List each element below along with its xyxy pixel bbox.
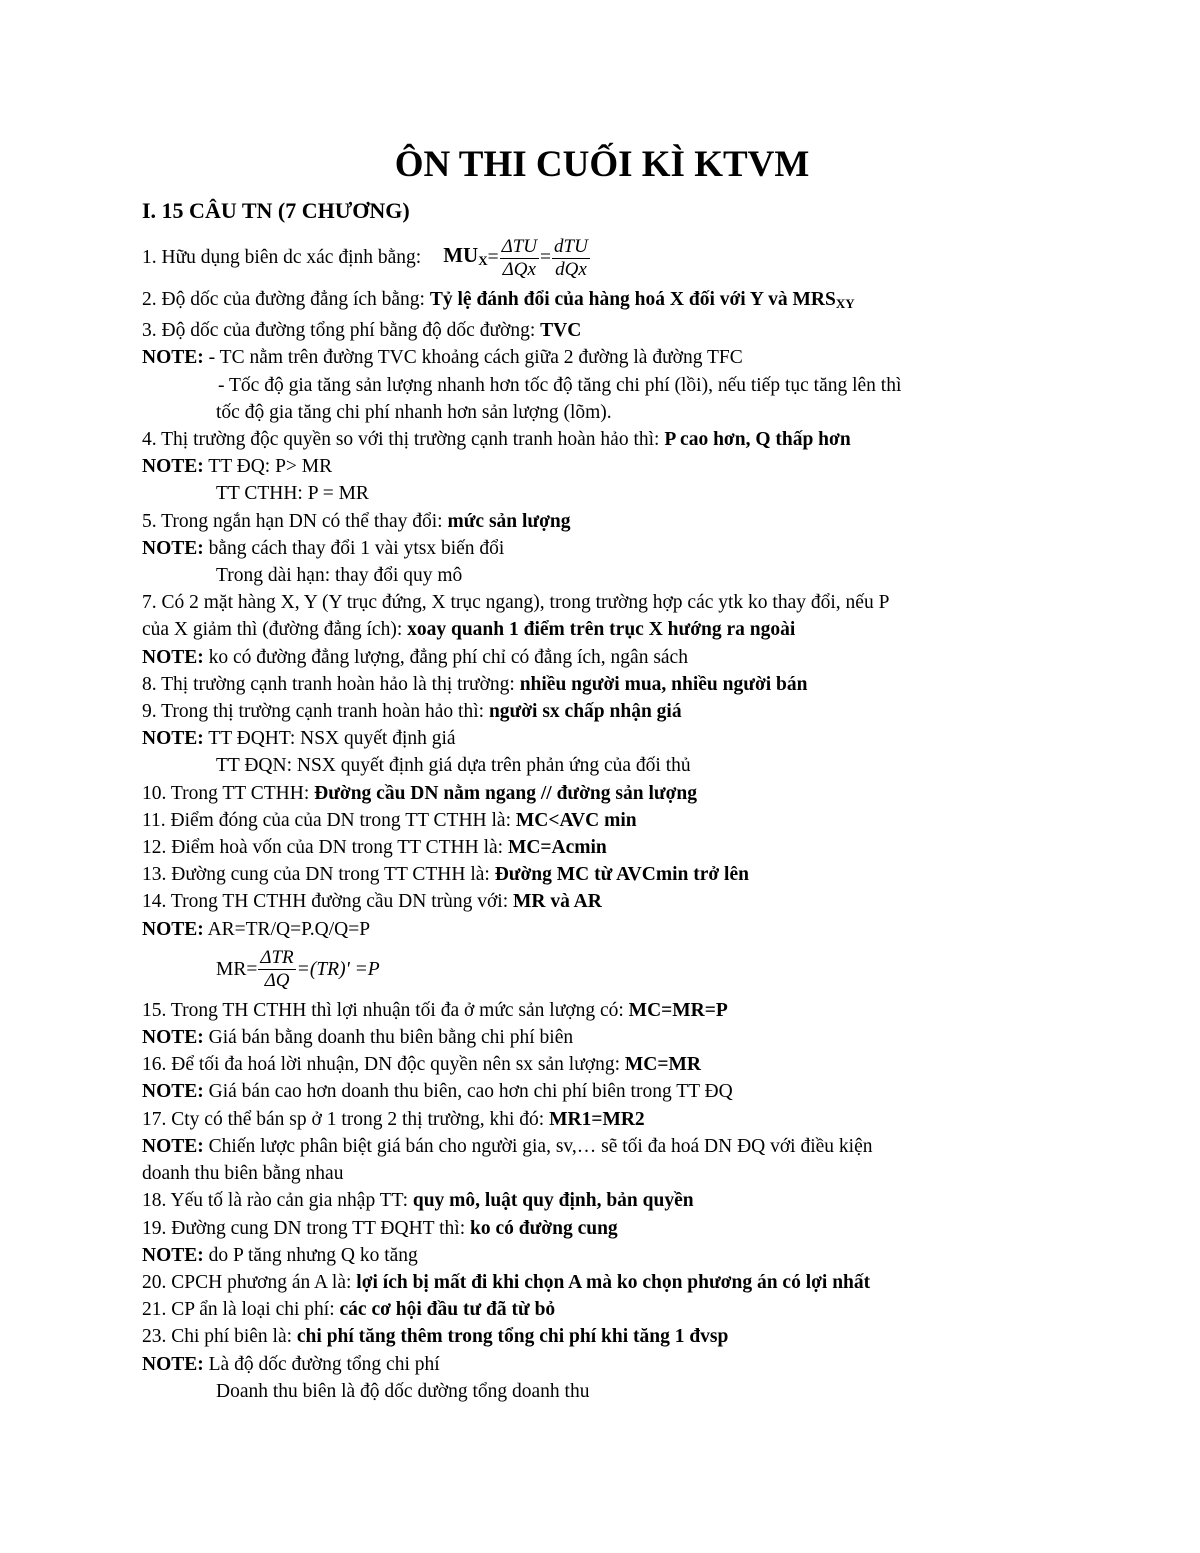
answer: MC=MR=P	[628, 999, 728, 1021]
question-text: 9. Trong thị trường cạnh tranh hoàn hảo thì:	[142, 701, 489, 723]
fraction-denominator: ΔQ	[264, 970, 290, 992]
answer: MC=Acmin	[507, 837, 607, 859]
note-text: ko có đường đẳng lượng, đẳng phí chỉ có đẳng ích, ngân sách	[203, 646, 688, 668]
fraction-delta	[500, 236, 539, 281]
note-4a	[142, 453, 1062, 480]
answer: lợi ích bị mất đi khi chọn A mà ko chọn phương án có lợi nhất	[356, 1271, 871, 1293]
note-label: NOTE:	[142, 1081, 204, 1103]
note-text: - TC nằm trên đường TVC khoảng cách giữa 2 đường là đường TFC	[203, 347, 743, 369]
note-17a	[142, 1133, 1062, 1160]
answer: xoay quanh 1 điểm trên trục X hướng ra ngoài	[407, 619, 796, 641]
note-15	[142, 1024, 1062, 1051]
answer: chi phí tăng thêm trong tổng chi phí khi tăng 1 đvsp	[296, 1326, 729, 1348]
note-label: NOTE:	[142, 1027, 204, 1049]
note-label: NOTE:	[142, 646, 204, 668]
question-7a: 7. Có 2 mặt hàng X, Y (Y trục đứng, X trục ngang), trong trường hợp các ytk ko thay đổi, nếu P	[142, 592, 890, 614]
answer: Đường cầu DN nằm ngang // đường sản lượng	[314, 782, 697, 804]
question-5	[142, 508, 1062, 535]
note-9b: TT ĐQN: NSX quyết định giá dựa trên phản ứng của đối thủ	[216, 755, 691, 777]
fraction-derivative	[552, 236, 590, 281]
question-12	[142, 834, 1062, 861]
question-text: 20. CPCH phương án A là:	[142, 1271, 357, 1293]
note-text: AR=TR/Q=P.Q/Q=P	[203, 918, 371, 940]
formula-prefix: MR=	[216, 959, 258, 981]
note-5b: Trong dài hạn: thay đổi quy mô	[216, 565, 463, 587]
answer: quy mô, luật quy định, bản quyền	[412, 1190, 694, 1212]
note-label: NOTE:	[142, 537, 204, 559]
answer: Đường MC từ AVCmin trở lên	[494, 864, 749, 886]
note-23b: Doanh thu biên là độ dốc dường tổng doanh thu	[216, 1380, 590, 1402]
question-text: 11. Điểm đóng của của DN trong TT CTHH là:	[142, 809, 516, 831]
question-text: 10. Trong TT CTHH:	[142, 782, 315, 804]
note-23a	[142, 1351, 1062, 1378]
question-20	[142, 1269, 1062, 1296]
mu-subscript: X	[478, 252, 488, 268]
question-19	[142, 1215, 1062, 1242]
question-10	[142, 780, 1062, 807]
question-11	[142, 807, 1062, 834]
question-14	[142, 888, 1062, 915]
question-18	[142, 1187, 1062, 1214]
fraction-denominator: dQx	[555, 258, 587, 280]
question-text: 23. Chi phí biên là:	[142, 1326, 297, 1348]
note-text: bằng cách thay đổi 1 vài ytsx biến đổi	[203, 537, 505, 559]
note-text: do P tăng nhưng Q ko tăng	[203, 1244, 418, 1266]
question-text: 8. Thị trường cạnh tranh hoàn hảo là thị trường:	[142, 673, 520, 695]
note-3c: tốc độ gia tăng chi phí nhanh hơn sản lượng (lõm).	[216, 401, 612, 423]
question-text: 15. Trong TH CTHH thì lợi nhuận tối đa ở mức sản lượng có:	[142, 999, 629, 1021]
question-1	[142, 230, 1062, 286]
answer: P cao hơn, Q thấp hơn	[664, 429, 851, 451]
note-3a	[142, 344, 1062, 371]
fraction-mr	[258, 947, 295, 992]
note-text: Là độ dốc đường tổng chi phí	[203, 1353, 440, 1375]
mu-formula: $MU_X$ = $\frac{\text{ΔTU}}{\text{ΔQx}}$ = $\frac{\text{dTU}}{\text{dQx}}$	[443, 235, 588, 280]
note-14b-formula	[142, 943, 1062, 997]
note-label: NOTE:	[142, 1135, 204, 1157]
note-14a	[142, 916, 1062, 943]
question-4	[142, 426, 1062, 453]
question-text: 2. Độ dốc của đường đẳng ích bằng:	[142, 289, 430, 310]
answer: mức sản lượng	[447, 510, 571, 532]
question-7b	[142, 616, 1062, 643]
question-text: 17. Cty có thể bán sp ở 1 trong 2 thị trường, khi đó:	[142, 1108, 550, 1130]
section-heading: I. 15 CÂU TN (7 CHƯƠNG)	[142, 198, 410, 223]
formula-rest: =(TR)' =P	[296, 959, 380, 981]
answer: nhiều người mua, nhiều người bán	[519, 673, 808, 695]
question-text: của X giảm thì (đường đẳng ích):	[142, 619, 408, 641]
answer: các cơ hội đầu tư đã từ bỏ	[339, 1299, 556, 1321]
fraction-numerator: ΔTR	[260, 947, 294, 969]
fraction-denominator: ΔQx	[502, 258, 536, 280]
question-text: 13. Đường cung của DN trong TT CTHH là:	[142, 864, 495, 886]
note-4b: TT CTHH: P = MR	[216, 483, 369, 505]
question-text: 4. Thị trường độc quyền so với thị trường cạnh tranh hoàn hảo thì:	[142, 429, 665, 451]
mu-symbol: MU	[443, 242, 479, 267]
question-8	[142, 671, 1062, 698]
question-13	[142, 861, 1062, 888]
answer: MR và AR	[513, 891, 602, 913]
note-5a	[142, 535, 1062, 562]
question-3	[142, 317, 1062, 344]
fraction-numerator: ΔTU	[501, 235, 538, 257]
question-text: 14. Trong TH CTHH đường cầu DN trùng với:	[142, 891, 514, 913]
answer: Tỷ lệ đánh đổi của hàng hoá X đối với Y và MRS	[429, 289, 836, 310]
note-text: TT ĐQHT: NSX quyết định giá	[203, 728, 456, 750]
note-19	[142, 1242, 1062, 1269]
question-21	[142, 1296, 1062, 1323]
note-17b: doanh thu biên bằng nhau	[142, 1163, 344, 1185]
question-15	[142, 997, 1062, 1024]
answer: TVC	[540, 320, 582, 342]
question-text: 18. Yếu tố là rào cản gia nhập TT:	[142, 1190, 413, 1212]
answer: MR1=MR2	[549, 1108, 645, 1130]
question-16	[142, 1051, 1062, 1078]
note-9a	[142, 725, 1062, 752]
note-text: Giá bán bằng doanh thu biên bằng chi phí biên	[203, 1027, 574, 1049]
question-text: 19. Đường cung DN trong TT ĐQHT thì:	[142, 1217, 470, 1239]
question-text: 21. CP ẩn là loại chi phí:	[142, 1299, 340, 1321]
note-label: NOTE:	[142, 456, 204, 478]
question-text: 3. Độ dốc của đường tổng phí bằng độ dốc đường:	[142, 320, 541, 342]
answer-subscript: XY	[835, 296, 855, 311]
fraction-numerator: dTU	[554, 235, 588, 257]
question-9	[142, 698, 1062, 725]
question-text: 12. Điểm hoà vốn của DN trong TT CTHH là:	[142, 837, 508, 859]
question-23	[142, 1323, 1062, 1350]
note-7	[142, 644, 1062, 671]
question-17	[142, 1106, 1062, 1133]
note-3b: - Tốc độ gia tăng sản lượng nhanh hơn tốc độ tăng chi phí (lồi), nếu tiếp tục tăng lên thì	[218, 374, 902, 396]
question-text: 16. Để tối đa hoá lời nhuận, DN độc quyền nên sx sản lượng:	[142, 1054, 625, 1076]
answer: ko có đường cung	[470, 1217, 618, 1239]
question-2	[142, 286, 1062, 317]
document-page	[142, 140, 1062, 1405]
note-label: NOTE:	[142, 728, 204, 750]
note-text: Giá bán cao hơn doanh thu biên, cao hơn chi phí biên trong TT ĐQ	[203, 1081, 733, 1103]
question-text: 5. Trong ngắn hạn DN có thể thay đổi:	[142, 510, 448, 532]
note-label: NOTE:	[142, 347, 204, 369]
note-text: Chiến lược phân biệt giá bán cho người gia, sv,… sẽ tối đa hoá DN ĐQ với điều kiện	[203, 1135, 873, 1157]
answer: MC<AVC min	[515, 809, 637, 831]
answer: người sx chấp nhận giá	[488, 701, 682, 723]
note-text: TT ĐQ: P> MR	[203, 456, 333, 478]
answer: MC=MR	[624, 1054, 701, 1076]
note-label: NOTE:	[142, 1353, 204, 1375]
note-label: NOTE:	[142, 918, 204, 940]
document-title: ÔN THI CUỐI KÌ KTVM	[394, 144, 810, 185]
note-16	[142, 1078, 1062, 1105]
question-text: 1. Hữu dụng biên dc xác định bằng:	[142, 247, 422, 269]
note-label: NOTE:	[142, 1244, 204, 1266]
